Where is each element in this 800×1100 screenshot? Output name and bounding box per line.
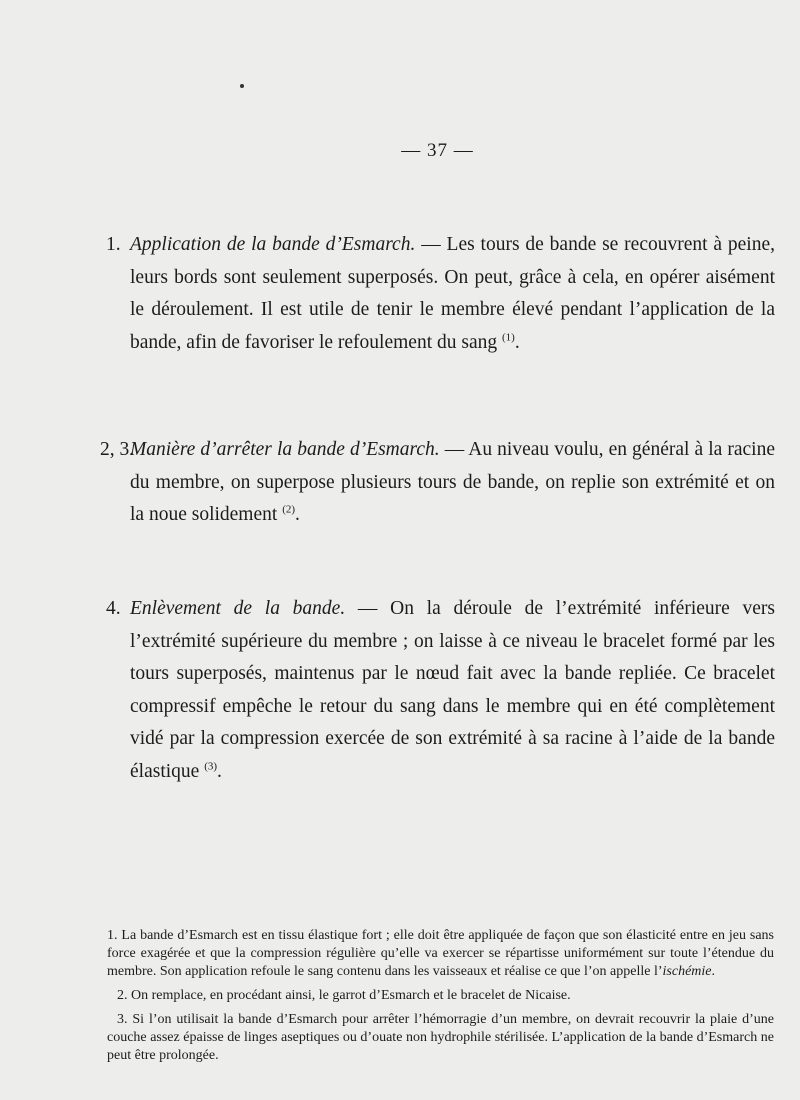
footnote-1	[107, 927, 774, 981]
paragraph-application	[106, 229, 775, 359]
paragraph-end: .	[217, 760, 222, 782]
paragraph-end: .	[514, 331, 520, 353]
footnote-text: 1. La bande d’Esmarch est en tissu élastique fort ; elle doit être appliquée de façon que son élasticité entre en jeu sans force exagérée et que la compression régulière qu’elle va exercer se répartisse uniformément sur toute l’étendue du membre. Son application refoule le sang contenu dans les vaisseaux et réalise ce que l’on appelle l’	[107, 928, 774, 979]
footnote-emphasis: ischémie	[662, 964, 712, 979]
paragraph-number: 2, 3.	[100, 439, 135, 460]
paragraph-body: — On la déroule de l’extrémité inférieure vers l’extrémité supérieure du membre ; on laisse à ce niveau le bracelet formé par les tours superposés, maintenus par le nœud fait avec la bande repliée. Ce bracelet compressif empêche le retour du sang dans le membre qui en été complètement vidé par la compression exercée de son extrémité à sa racine à l’aide de la bande élastique	[130, 598, 775, 782]
page-number: — 37 —	[401, 140, 474, 161]
paragraph-number: 1.	[106, 234, 121, 255]
paragraph-enlevement	[106, 593, 775, 788]
footnote-ref: (2)	[282, 503, 296, 516]
footnote-2: 2. On remplace, en procédant ainsi, le garrot d’Esmarch et le bracelet de Nicaise.	[117, 988, 571, 1003]
footnote-end: .	[711, 964, 716, 979]
paragraph-body: — Les tours de bande se recouvrent à peine, leurs bords sont seulement superposés. On peut, grâce à cela, en opérer aisément le déroulement. Il est utile de tenir le membre élevé pendant l’application de la bande, afin de favoriser le refoulement du sang	[130, 234, 775, 353]
footnote-ref: (3)	[204, 760, 218, 772]
paragraph-end: .	[295, 504, 300, 525]
paragraph-heading: Manière d’arrêter la bande d’Esmarch.	[130, 439, 440, 460]
paragraph-body: — Au niveau voulu, en général à la racine du membre, on superpose plusieurs tours de bande, on replie son extrémité et on la noue solidement	[130, 439, 775, 525]
footnote-ref: (1)	[501, 331, 515, 343]
paragraph-arret	[100, 434, 775, 532]
footnote-3: 3. Si l’on utilisait la bande d’Esmarch pour arrêter l’hémorragie d’un membre, on devrait recouvrir la plaie d’une couche assez épaisse de linges aseptiques ou d’ouate non hydrophile stérilisée. L’application de la bande d’Esmarch ne peut être prolongée.	[107, 1012, 774, 1063]
paragraph-heading: Application de la bande d’Esmarch.	[130, 234, 416, 255]
ink-speck	[240, 84, 244, 88]
paragraph-number: 4.	[106, 598, 121, 619]
footnotes	[107, 927, 774, 1071]
paragraph-heading: Enlèvement de la bande.	[130, 598, 346, 619]
